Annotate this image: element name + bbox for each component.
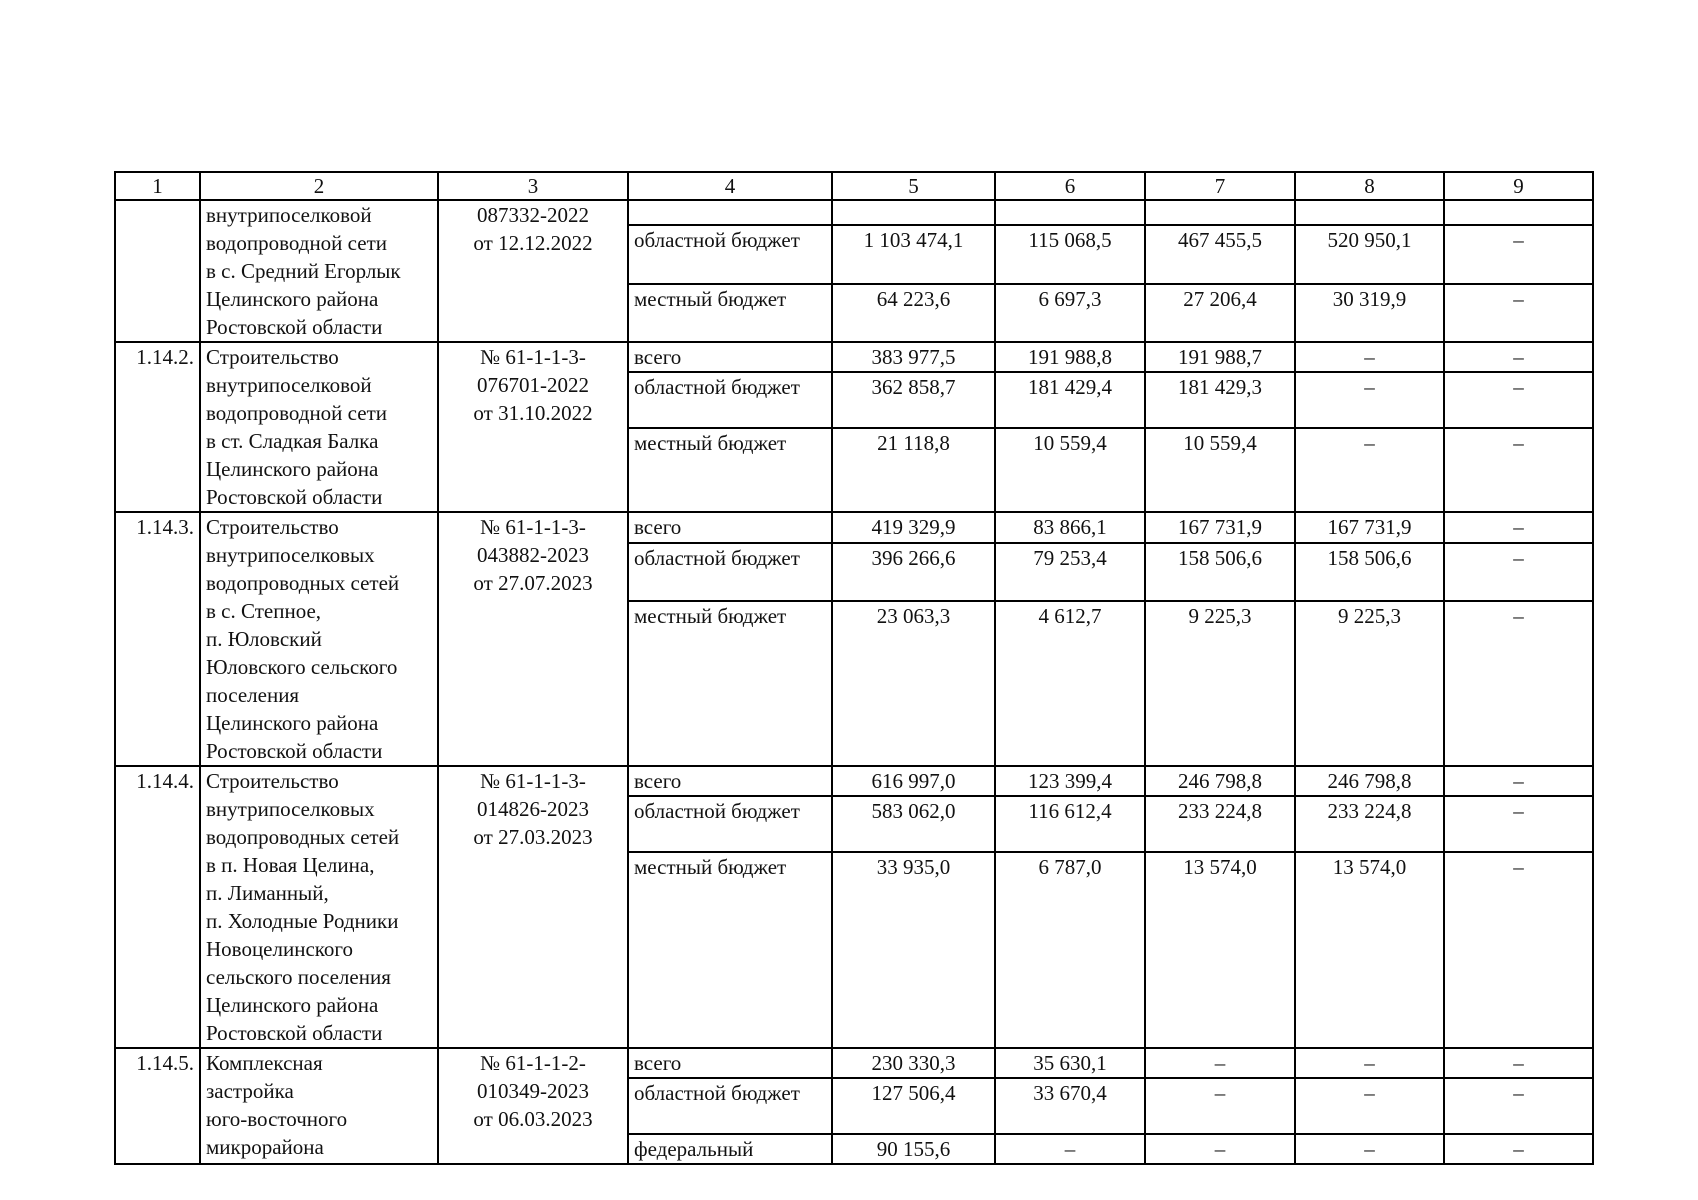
amount-cell: – [1444, 1134, 1593, 1164]
text-line: Ростовской области [206, 485, 383, 509]
amount-cell: 123 399,4 [995, 766, 1145, 796]
text-line: внутрипоселковой [206, 203, 372, 227]
text-line: Целинского района [206, 993, 379, 1017]
amount-cell: 233 224,8 [1145, 796, 1295, 852]
amount-cell: – [1295, 1078, 1444, 1134]
amount-cell: 191 988,7 [1145, 342, 1295, 372]
amount-cell: 83 866,1 [995, 512, 1145, 543]
amount-cell: 167 731,9 [1295, 512, 1444, 543]
amount-cell [995, 200, 1145, 225]
text-line: от 27.03.2023 [473, 825, 593, 849]
text-line: Юловского сельского [206, 655, 398, 679]
text-line: от 12.12.2022 [473, 231, 593, 255]
funding-source: областной бюджет [628, 543, 832, 601]
document-reference [438, 200, 628, 342]
text-line: застройка [206, 1079, 294, 1103]
amount-cell: 13 574,0 [1295, 852, 1444, 1048]
text-line: 087332-2022 [477, 203, 589, 227]
funding-source: всего [628, 766, 832, 796]
text-line: 043882-2023 [477, 543, 589, 567]
text-line: водопроводной сети [206, 231, 387, 255]
document-reference [438, 766, 628, 1048]
text-line: п. Лиманный, [206, 881, 329, 905]
amount-cell: 246 798,8 [1295, 766, 1444, 796]
amount-cell: 30 319,9 [1295, 284, 1444, 342]
object-name [200, 512, 438, 766]
amount-cell: 33 935,0 [832, 852, 995, 1048]
column-header: 5 [832, 172, 995, 200]
amount-cell: – [1145, 1048, 1295, 1078]
amount-cell: – [1444, 512, 1593, 543]
table-row [115, 512, 1593, 543]
amount-cell: 116 612,4 [995, 796, 1145, 852]
funding-source: областной бюджет [628, 1078, 832, 1134]
column-header: 9 [1444, 172, 1593, 200]
amount-cell: – [1295, 1048, 1444, 1078]
column-header: 2 [200, 172, 438, 200]
document-reference [438, 342, 628, 512]
text-line: № 61-1-1-3- [480, 345, 586, 369]
text-line: водопроводной сети [206, 401, 387, 425]
amount-cell: 158 506,6 [1295, 543, 1444, 601]
amount-cell: – [1444, 225, 1593, 283]
amount-cell: – [1444, 796, 1593, 852]
amount-cell: 35 630,1 [995, 1048, 1145, 1078]
text-line: Новоцелинского [206, 937, 353, 961]
funding-source: местный бюджет [628, 852, 832, 1048]
text-line: юго-восточного [206, 1107, 348, 1131]
budget-table [114, 171, 1594, 1165]
amount-cell: 362 858,7 [832, 372, 995, 428]
item-number: 1.14.3. [115, 512, 200, 766]
text-line: 076701-2022 [477, 373, 589, 397]
table-row [115, 200, 1593, 225]
table-row [115, 342, 1593, 372]
text-line: в п. Новая Целина, [206, 853, 375, 877]
amount-cell: 9 225,3 [1295, 601, 1444, 766]
amount-cell [1295, 200, 1444, 225]
text-line: от 27.07.2023 [473, 571, 593, 595]
item-number: 1.14.4. [115, 766, 200, 1048]
object-name [200, 766, 438, 1048]
amount-cell: – [1444, 428, 1593, 512]
amount-cell: – [1444, 543, 1593, 601]
amount-cell: 79 253,4 [995, 543, 1145, 601]
amount-cell: – [1444, 766, 1593, 796]
item-number: 1.14.2. [115, 342, 200, 512]
text-line: 010349-2023 [477, 1079, 589, 1103]
object-name [200, 1048, 438, 1164]
text-line: микрорайона [206, 1135, 324, 1159]
amount-cell: – [1444, 284, 1593, 342]
text-line: 014826-2023 [477, 797, 589, 821]
amount-cell: 21 118,8 [832, 428, 995, 512]
amount-cell: – [1295, 1134, 1444, 1164]
amount-cell: 230 330,3 [832, 1048, 995, 1078]
text-line: № 61-1-1-2- [480, 1051, 586, 1075]
amount-cell: 13 574,0 [1145, 852, 1295, 1048]
text-line: Ростовской области [206, 1021, 383, 1045]
amount-cell: 191 988,8 [995, 342, 1145, 372]
text-line: Ростовской области [206, 739, 383, 763]
amount-cell: 383 977,5 [832, 342, 995, 372]
amount-cell: – [1295, 372, 1444, 428]
amount-cell: 1 103 474,1 [832, 225, 995, 283]
text-line: Строительство [206, 769, 339, 793]
item-number [115, 200, 200, 342]
text-line: внутрипоселковой [206, 373, 372, 397]
amount-cell: 64 223,6 [832, 284, 995, 342]
text-line: Целинского района [206, 457, 379, 481]
table-body [115, 200, 1593, 1164]
amount-cell: – [1295, 428, 1444, 512]
amount-cell: 181 429,4 [995, 372, 1145, 428]
amount-cell: 115 068,5 [995, 225, 1145, 283]
amount-cell: – [1444, 372, 1593, 428]
amount-cell: 616 997,0 [832, 766, 995, 796]
item-number: 1.14.5. [115, 1048, 200, 1164]
amount-cell: 396 266,6 [832, 543, 995, 601]
amount-cell: – [1444, 1078, 1593, 1134]
amount-cell: 10 559,4 [995, 428, 1145, 512]
amount-cell: 6 787,0 [995, 852, 1145, 1048]
funding-source: областной бюджет [628, 796, 832, 852]
funding-source: местный бюджет [628, 601, 832, 766]
text-line: водопроводных сетей [206, 825, 400, 849]
text-line: Строительство [206, 345, 339, 369]
text-line: № 61-1-1-3- [480, 769, 586, 793]
funding-source: федеральный [628, 1134, 832, 1164]
text-line: в с. Степное, [206, 599, 322, 623]
amount-cell: 467 455,5 [1145, 225, 1295, 283]
funding-source: областной бюджет [628, 372, 832, 428]
text-line: внутрипоселковых [206, 797, 375, 821]
amount-cell: – [1444, 1048, 1593, 1078]
amount-cell: – [1444, 601, 1593, 766]
amount-cell: – [1295, 342, 1444, 372]
amount-cell: 4 612,7 [995, 601, 1145, 766]
amount-cell: 419 329,9 [832, 512, 995, 543]
text-line: Строительство [206, 515, 339, 539]
amount-cell: 181 429,3 [1145, 372, 1295, 428]
document-reference [438, 512, 628, 766]
amount-cell: – [1145, 1134, 1295, 1164]
text-line: от 31.10.2022 [473, 401, 593, 425]
funding-source: всего [628, 1048, 832, 1078]
amount-cell: 23 063,3 [832, 601, 995, 766]
column-number-row [115, 172, 1593, 200]
text-line: п. Холодные Родники [206, 909, 399, 933]
funding-source [628, 200, 832, 225]
column-header: 1 [115, 172, 200, 200]
amount-cell: 246 798,8 [1145, 766, 1295, 796]
text-line: водопроводных сетей [206, 571, 400, 595]
table-row [115, 1048, 1593, 1078]
text-line: п. Юловский [206, 627, 322, 651]
column-header: 6 [995, 172, 1145, 200]
amount-cell: 127 506,4 [832, 1078, 995, 1134]
amount-cell: 167 731,9 [1145, 512, 1295, 543]
amount-cell: 233 224,8 [1295, 796, 1444, 852]
amount-cell: 10 559,4 [1145, 428, 1295, 512]
object-name [200, 342, 438, 512]
amount-cell: 27 206,4 [1145, 284, 1295, 342]
amount-cell: – [995, 1134, 1145, 1164]
column-header: 8 [1295, 172, 1444, 200]
funding-source: всего [628, 512, 832, 543]
funding-source: местный бюджет [628, 428, 832, 512]
text-line: Целинского района [206, 287, 379, 311]
amount-cell: 583 062,0 [832, 796, 995, 852]
text-line: внутрипоселковых [206, 543, 375, 567]
amount-cell: – [1444, 852, 1593, 1048]
amount-cell: 90 155,6 [832, 1134, 995, 1164]
amount-cell: – [1145, 1078, 1295, 1134]
text-line: сельского поселения [206, 965, 391, 989]
amount-cell: 9 225,3 [1145, 601, 1295, 766]
column-header: 7 [1145, 172, 1295, 200]
funding-source: областной бюджет [628, 225, 832, 283]
text-line: в ст. Сладкая Балка [206, 429, 379, 453]
funding-source: местный бюджет [628, 284, 832, 342]
text-line: поселения [206, 683, 300, 707]
text-line: Комплексная [206, 1051, 323, 1075]
text-line: № 61-1-1-3- [480, 515, 586, 539]
amount-cell: 6 697,3 [995, 284, 1145, 342]
amount-cell: – [1444, 342, 1593, 372]
amount-cell: 33 670,4 [995, 1078, 1145, 1134]
amount-cell [1444, 200, 1593, 225]
amount-cell: 158 506,6 [1145, 543, 1295, 601]
amount-cell: 520 950,1 [1295, 225, 1444, 283]
column-header: 3 [438, 172, 628, 200]
amount-cell [1145, 200, 1295, 225]
text-line: в с. Средний Егорлык [206, 259, 401, 283]
text-line: от 06.03.2023 [473, 1107, 593, 1131]
object-name [200, 200, 438, 342]
text-line: Ростовской области [206, 315, 383, 339]
table-row [115, 766, 1593, 796]
document-reference [438, 1048, 628, 1164]
amount-cell [832, 200, 995, 225]
funding-source: всего [628, 342, 832, 372]
text-line: Целинского района [206, 711, 379, 735]
column-header: 4 [628, 172, 832, 200]
